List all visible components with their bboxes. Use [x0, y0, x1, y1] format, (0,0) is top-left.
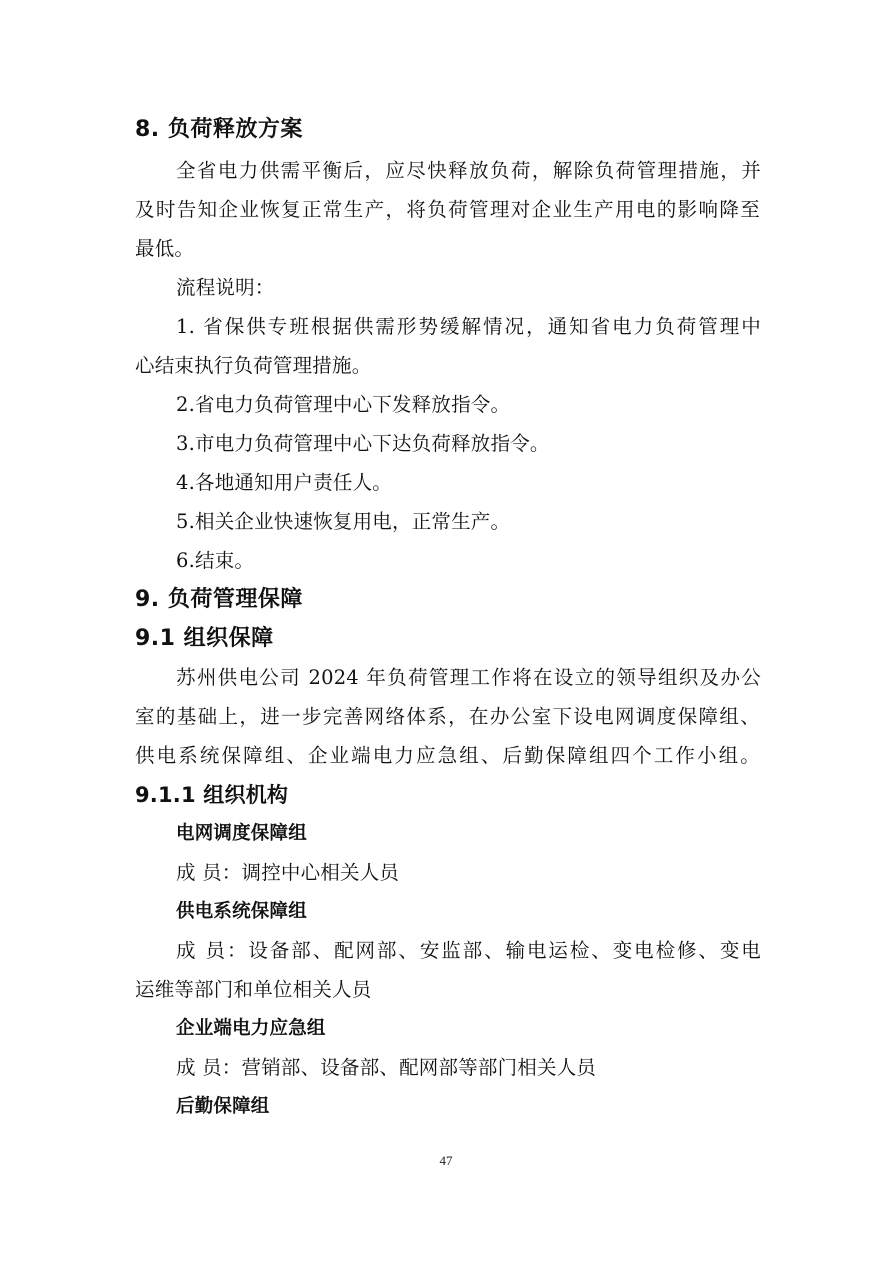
section-9-1-paragraph-line-1: 苏州供电公司 2024 年负荷管理工作将在设立的领导组织及办公	[176, 666, 761, 689]
group-power-supply-members-line-1: 成 员：设备部、配网部、安监部、输电运检、变电检修、变电	[176, 939, 761, 962]
section-8-heading: 8. 负荷释放方案	[135, 117, 303, 142]
process-step-2: 2.省电力负荷管理中心下发释放指令。	[176, 393, 511, 416]
group-enterprise-emergency-members: 成 员：营销部、设备部、配网部等部门相关人员	[176, 1056, 597, 1079]
section-9-1-paragraph-line-2: 室的基础上，进一步完善网络体系，在办公室下设电网调度保障组、	[135, 705, 760, 728]
process-step-6: 6.结束。	[176, 549, 255, 572]
section-8-intro-line-1: 全省电力供需平衡后，应尽快释放负荷，解除负荷管理措施，并	[176, 159, 761, 182]
group-enterprise-emergency-title: 企业端电力应急组	[176, 1018, 326, 1039]
section-9-1-paragraph-line-3: 供电系统保障组、企业端电力应急组、后勤保障组四个工作小组。	[135, 744, 760, 767]
section-8-intro-line-3: 最低。	[135, 237, 195, 260]
process-step-1-line-2: 心结束执行负荷管理措施。	[135, 354, 372, 377]
process-step-5: 5.相关企业快速恢复用电，正常生产。	[176, 510, 511, 533]
group-logistics-title: 后勤保障组	[176, 1096, 270, 1117]
process-step-4: 4.各地通知用户责任人。	[176, 471, 393, 494]
process-step-1-line-1: 1. 省保供专班根据供需形势缓解情况，通知省电力负荷管理中	[176, 315, 761, 338]
group-grid-dispatch-title: 电网调度保障组	[176, 823, 307, 844]
section-9-1-1-heading: 9.1.1 组织机构	[135, 783, 289, 807]
section-9-heading: 9. 负荷管理保障	[135, 587, 303, 612]
group-power-supply-members-line-2: 运维等部门和单位相关人员	[135, 978, 372, 1001]
section-8-intro-line-2: 及时告知企业恢复正常生产，将负荷管理对企业生产用电的影响降至	[135, 198, 760, 221]
group-power-supply-title: 供电系统保障组	[176, 901, 307, 922]
process-label: 流程说明：	[176, 276, 275, 299]
process-step-3: 3.市电力负荷管理中心下达负荷释放指令。	[176, 432, 550, 455]
group-grid-dispatch-members: 成 员：调控中心相关人员	[176, 861, 400, 884]
page-number: 47	[439, 1153, 453, 1168]
section-9-1-heading: 9.1 组织保障	[135, 626, 274, 651]
